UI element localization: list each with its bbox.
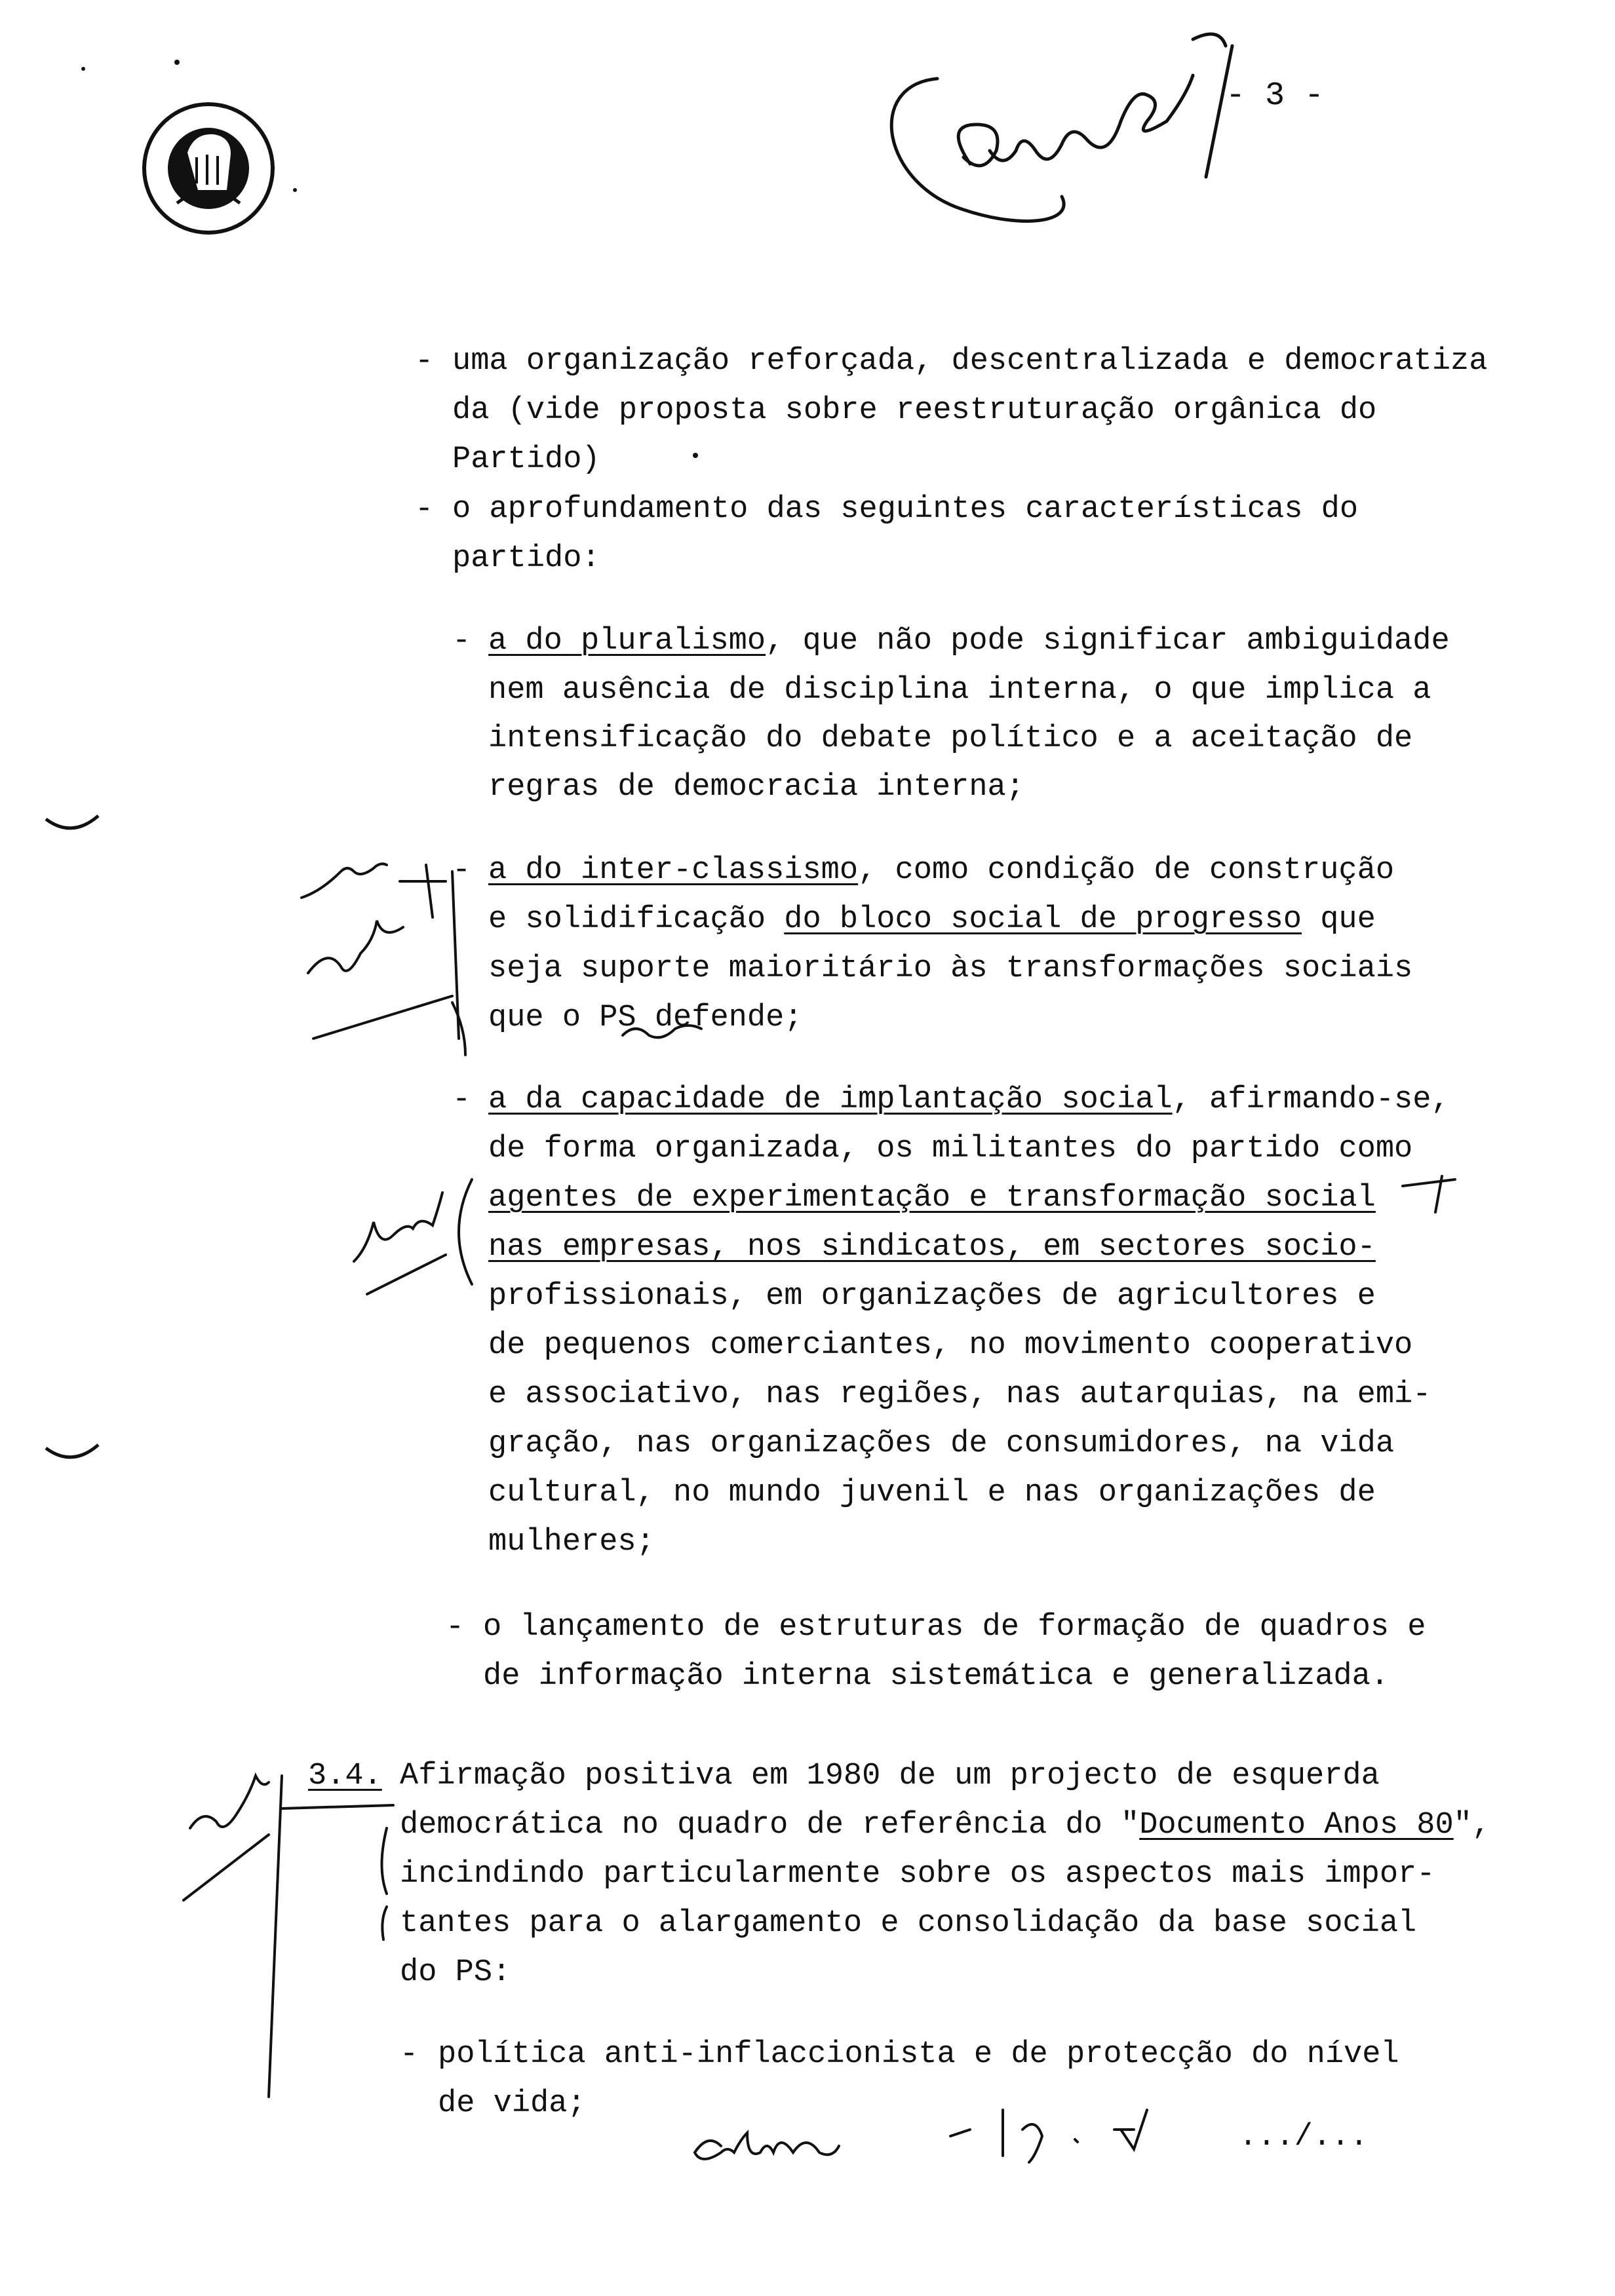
list-dash: - — [400, 2037, 419, 2072]
underlined-term: Documento Anos 80 — [1139, 1808, 1454, 1843]
underlined-term: a da capacidade de implantação social — [488, 1082, 1173, 1117]
text-line: partido: — [452, 541, 600, 576]
signature — [891, 34, 1232, 221]
margin-mark — [46, 816, 98, 828]
underlined-term: a do pluralismo — [488, 624, 766, 659]
text-line: gração, nas organizações de consumidores, na vida — [488, 1426, 1395, 1461]
text-line: que o PS defende; — [488, 1001, 803, 1035]
text-line: seja suporte maioritário às transformações sociais — [488, 951, 1413, 986]
text-line: profissionais, em organizações de agricultores e — [488, 1279, 1376, 1314]
section-number: 3.4. — [308, 1759, 382, 1793]
text-line: de vida; — [438, 2086, 586, 2121]
margin-annotation-1 — [302, 864, 465, 1055]
bottom-note — [695, 2110, 1147, 2162]
text-line: regras de democracia interna; — [488, 770, 1024, 805]
text-line: o aprofundamento das seguintes características do — [452, 492, 1359, 527]
margin-mark — [46, 1445, 98, 1457]
text-line: e associativo, nas regiões, nas autarquias, na emi- — [488, 1377, 1431, 1412]
margin-annotation-4 — [184, 1776, 393, 2097]
text-line: Partido) — [452, 442, 600, 477]
list-dash: - — [446, 1610, 465, 1645]
text-line: cultural, no mundo juvenil e nas organizações de — [488, 1476, 1376, 1510]
list-dash: - — [415, 492, 434, 527]
text-line: e solidificação do bloco social de progresso que — [488, 902, 1376, 937]
text-line: uma organização reforçada, descentralizada e democratiza — [452, 344, 1488, 379]
page-number: - 3 - — [1226, 77, 1325, 115]
list-dash: - — [415, 344, 434, 379]
text-line: a da capacidade de implantação social, afirmando-se, — [488, 1082, 1450, 1117]
text-line: intensificação do debate político e a aceitação de — [488, 721, 1413, 756]
underlined-term: a do inter-classismo — [488, 853, 859, 888]
text-line: do PS: — [400, 1955, 511, 1990]
text-line: a do pluralismo, que não pode significar ambiguidade — [488, 624, 1450, 659]
text-line: incindindo particularmente sobre os aspectos mais impor- — [400, 1857, 1435, 1892]
text-line: tantes para o alargamento e consolidação da base social — [400, 1906, 1417, 1941]
continuation-marker: .../... — [1239, 2120, 1369, 2154]
text-line: de forma organizada, os militantes do partido como — [488, 1132, 1413, 1166]
underlined-term: do bloco social de progresso — [784, 902, 1302, 937]
text-line: de pequenos comerciantes, no movimento cooperativo — [488, 1328, 1413, 1363]
text-line: nem ausência de disciplina interna, o que implica a — [488, 673, 1431, 708]
list-dash: - — [452, 624, 471, 659]
text-line: política anti-inflaccionista e de protecção do nível — [438, 2037, 1399, 2072]
text-line: da (vide proposta sobre reestruturação orgânica do — [452, 393, 1377, 428]
text-line: Afirmação positiva em 1980 de um projecto de esquerda — [400, 1759, 1380, 1793]
list-dash: - — [452, 853, 471, 888]
text-line: agentes de experimentação e transformação social — [488, 1181, 1376, 1215]
text-line: a do inter-classismo, como condição de construção — [488, 853, 1395, 888]
text-line: o lançamento de estruturas de formação de quadros e — [483, 1610, 1426, 1645]
text-line: democrática no quadro de referência do "Documento Anos 80", — [400, 1808, 1491, 1843]
text-line: mulheres; — [488, 1525, 655, 1559]
text-line: de informação interna sistemática e generalizada. — [483, 1659, 1390, 1694]
party-logo — [144, 104, 273, 233]
text-line: nas empresas, nos sindicatos, em sectores socio- — [488, 1230, 1376, 1265]
list-dash: - — [452, 1082, 471, 1117]
